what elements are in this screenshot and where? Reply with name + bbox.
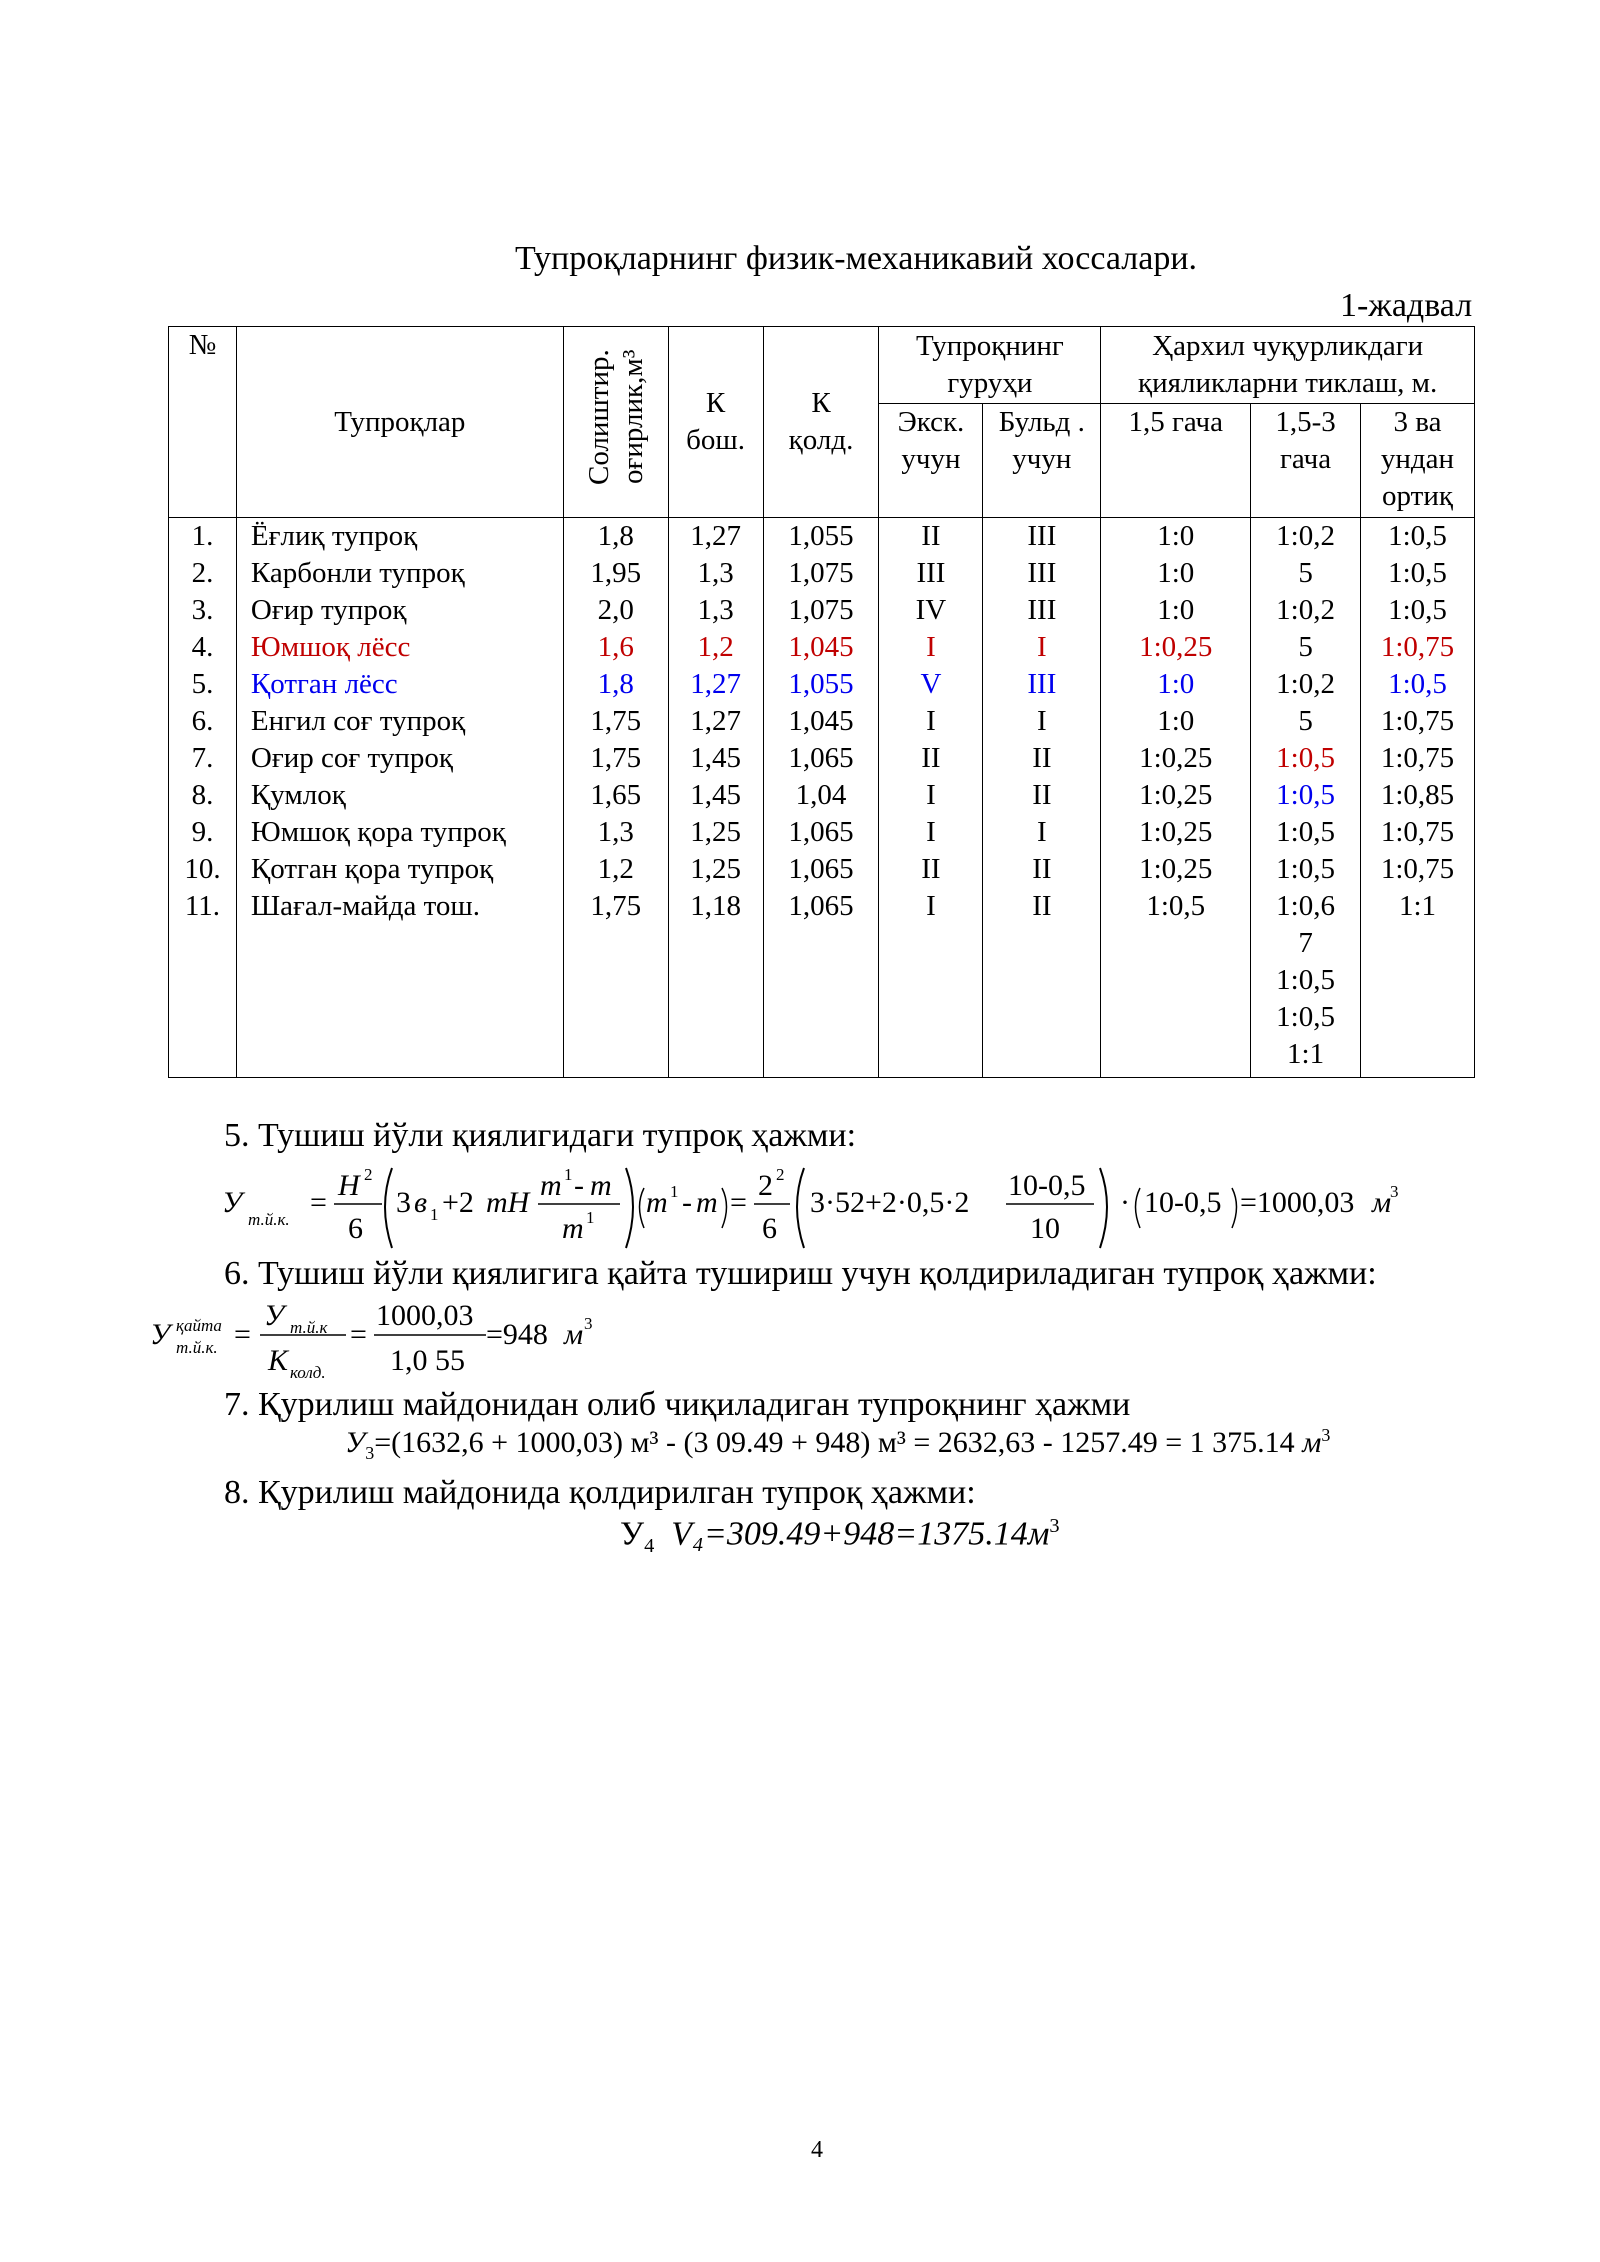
section-8-heading: 8. Қурилиш майдонида қолдирилган тупроқ ҳажми: — [224, 1474, 976, 1511]
table-cell-numbers: 5. — [191, 668, 214, 700]
svg-text:м: м — [564, 1318, 584, 1351]
table-cell-slope_15: 1:0,25 — [1139, 742, 1213, 774]
svg-text:3: 3 — [396, 1186, 411, 1219]
table-cell-slope_153: 5 — [1298, 557, 1313, 589]
formula-8: $У_4$ $V_4=309.49+948=1375.14м^3$ — [620, 1515, 1060, 1558]
header-slope-153: 1,5-3 гача — [1251, 403, 1361, 517]
table-cell-slope_15: 1:0,25 — [1139, 816, 1213, 848]
svg-text:1: 1 — [670, 1182, 679, 1201]
table-cell-names: Қотган қора тупроқ — [250, 853, 494, 885]
formula-6-denominator: 1,0 55 — [390, 1344, 465, 1377]
formula-6-numerator: 1000,03 — [376, 1299, 474, 1332]
table-cell-k_kold: 1,045 — [788, 705, 854, 737]
table-cell-slope_153: 7 — [1298, 927, 1313, 959]
header-slope-15: 1,5 гача — [1101, 403, 1251, 517]
table-cell-slope_153: 1:0,2 — [1276, 520, 1335, 552]
table-cell-group_exc: I — [926, 705, 936, 737]
svg-text:3: 3 — [1390, 1182, 1399, 1201]
svg-text:қайта: қайта — [176, 1316, 222, 1335]
svg-text:-: - — [682, 1186, 692, 1219]
table-cell-density: 1,2 — [597, 853, 634, 885]
svg-text:6: 6 — [348, 1212, 363, 1245]
svg-text:т.й.к.: т.й.к. — [248, 1210, 290, 1229]
table-cell-names: Карбонли тупроқ — [250, 557, 465, 589]
svg-text:У: У — [264, 1299, 285, 1332]
svg-text:m: m — [562, 1212, 584, 1245]
header-group-build: Бульд . учун — [983, 403, 1101, 517]
table-cell-names: Оғир тупроқ — [250, 594, 407, 626]
table-cell-group_build: III — [1027, 668, 1057, 700]
header-slope-3: 3 ва ундан ортиқ — [1361, 403, 1475, 517]
table-cell-slope_3: 1:0,75 — [1380, 816, 1455, 848]
svg-text:H: H — [338, 1169, 360, 1202]
table-cell-k_kold: 1,04 — [795, 779, 847, 811]
col-names — [236, 518, 563, 1078]
header-k-bosh-label: К бош. — [686, 387, 746, 456]
table-cell-numbers: 9. — [191, 816, 214, 848]
table-cell-group_build: II — [1032, 890, 1052, 922]
table-cell-k_bosh: 1,27 — [690, 520, 741, 552]
table-cell-group_exc: II — [921, 742, 941, 774]
table-cell-group_exc: II — [921, 853, 941, 885]
table-cell-slope_3: 1:0,5 — [1388, 557, 1447, 589]
table-cell-group_build: III — [1027, 557, 1057, 589]
table-cell-group_build: III — [1027, 594, 1057, 626]
table-cell-slope_153: 1:0,6 — [1276, 890, 1335, 922]
page-number: 4 — [811, 2137, 823, 2163]
table-cell-names: Юмшоқ қора тупроқ — [250, 816, 506, 848]
formula-6 — [150, 1295, 610, 1393]
col-k-bosh — [668, 518, 763, 1078]
table-cell-group_exc: III — [916, 557, 946, 589]
table-cell-density: 2,0 — [597, 594, 634, 626]
col-group-exc — [879, 518, 983, 1078]
svg-text:1: 1 — [586, 1208, 595, 1227]
section-6-heading: 6. Тушиш йўли қиялигига қайта тушириш учун қолдириладиган тупроқ ҳажми: — [224, 1255, 1377, 1292]
table-cell-slope_153: 1:1 — [1287, 1038, 1325, 1070]
table-cell-k_bosh: 1,45 — [690, 742, 741, 774]
table-cell-group_exc: I — [926, 890, 936, 922]
table-cell-k_bosh: 1,45 — [690, 779, 741, 811]
table-cell-numbers: 7. — [191, 742, 214, 774]
table-cell-density: 1,95 — [590, 557, 642, 589]
header-slopes: Ҳархил чуқурликдаги қияликларни тиклаш, м. — [1101, 327, 1475, 404]
header-k-bosh — [668, 327, 763, 518]
svg-text:1: 1 — [564, 1165, 573, 1184]
table-cell-slope_3: 1:0,75 — [1380, 631, 1455, 663]
svg-text:=: = — [310, 1186, 327, 1219]
table-cell-group_build: I — [1037, 816, 1047, 848]
table-cell-numbers: 8. — [191, 779, 214, 811]
table-cell-k_kold: 1,065 — [788, 816, 854, 848]
svg-text:К: К — [268, 1344, 288, 1377]
svg-text:2: 2 — [364, 1165, 373, 1184]
formula-5-svg — [222, 1160, 1422, 1255]
table-cell-group_exc: IV — [915, 594, 947, 626]
table-cell-group_build: II — [1032, 779, 1052, 811]
table-cell-group_build: II — [1032, 853, 1052, 885]
table-cell-numbers: 4. — [191, 631, 214, 663]
table-cell-numbers: 10. — [184, 853, 221, 885]
table-cell-k_kold: 1,065 — [788, 853, 854, 885]
col-k-kold — [763, 518, 879, 1078]
header-soils: Тупроқлар — [236, 327, 563, 518]
table-cell-k_kold: 1,075 — [788, 594, 854, 626]
table-cell-slope_3: 1:0,75 — [1380, 742, 1455, 774]
svg-text:mH: mH — [486, 1186, 530, 1219]
table-cell-density: 1,65 — [590, 779, 642, 811]
svg-text:m: m — [540, 1169, 562, 1202]
table-cell-k_kold: 1,055 — [788, 520, 854, 552]
table-cell-slope_15: 1:0,25 — [1139, 779, 1213, 811]
table-cell-names: Ёғлиқ тупроқ — [250, 520, 418, 552]
table-cell-numbers: 3. — [191, 594, 214, 626]
svg-text:в: в — [414, 1186, 428, 1219]
col-slope-15 — [1101, 518, 1251, 1078]
svg-text:2: 2 — [776, 1165, 785, 1184]
table-cell-k_bosh: 1,27 — [690, 668, 741, 700]
svg-text:m: m — [590, 1169, 612, 1202]
table-cell-slope_3: 1:0,75 — [1380, 705, 1455, 737]
table-cell-k_bosh: 1,25 — [690, 816, 741, 848]
formula-5-result: =1000,03 — [1240, 1186, 1355, 1219]
svg-text:6: 6 — [762, 1212, 777, 1245]
table-cell-slope_15: 1:0 — [1157, 520, 1195, 552]
header-k-kold-label: К қолд. — [788, 387, 854, 456]
table-cell-names: Оғир соғ тупроқ — [250, 742, 453, 774]
col-group-build — [983, 518, 1101, 1078]
table-cell-density: 1,8 — [597, 520, 634, 552]
table-cell-slope_15: 1:0,25 — [1139, 631, 1213, 663]
table-cell-slope_15: 1:0 — [1157, 557, 1195, 589]
svg-text:-: - — [574, 1169, 584, 1202]
formula-7: $У_3=(1632,6 + 1000,03)$ м³ - (3 09.49 + 948) м³ = 2632,63 - 1257.49 = 1 375.14 $м^3$ — [345, 1425, 1331, 1463]
table-cell-names: Қотган лёсс — [250, 668, 398, 700]
table-cell-density: 1,75 — [590, 705, 642, 737]
table-cell-group_build: I — [1037, 631, 1047, 663]
svg-text:У: У — [222, 1186, 243, 1219]
svg-text:10: 10 — [1030, 1212, 1060, 1245]
table-cell-numbers: 11. — [184, 890, 221, 922]
table-cell-slope_153: 5 — [1298, 631, 1313, 663]
col-slope-153 — [1251, 518, 1361, 1078]
table-cell-k_kold: 1,045 — [788, 631, 854, 663]
table-cell-density: 1,3 — [597, 816, 634, 848]
header-number: № — [169, 327, 237, 518]
table-cell-numbers: 1. — [191, 520, 214, 552]
formula-6-result: =948 — [486, 1318, 548, 1351]
svg-text:=: = — [350, 1318, 367, 1351]
svg-text:3·52+2·0,5·2: 3·52+2·0,5·2 — [810, 1186, 970, 1219]
page-title: Тупроқларнинг физик-механикавий хоссалари. — [514, 240, 1198, 277]
table-cell-slope_153: 1:0,5 — [1276, 816, 1335, 848]
table-cell-slope_3: 1:0,75 — [1380, 853, 1455, 885]
table-cell-group_exc: V — [920, 668, 942, 700]
header-k-kold — [763, 327, 879, 518]
table-cell-group_exc: II — [921, 520, 941, 552]
table-cell-names: Қумлоқ — [250, 779, 346, 811]
table-cell-group_exc: I — [926, 631, 936, 663]
table-cell-slope_3: 1:1 — [1398, 890, 1437, 922]
table-cell-group_build: I — [1037, 705, 1047, 737]
svg-text:колд.: колд. — [290, 1363, 326, 1382]
table-cell-k_bosh: 1,2 — [697, 631, 734, 663]
table-cell-slope_153: 1:0,5 — [1276, 742, 1335, 774]
svg-text:м: м — [1372, 1186, 1392, 1219]
col-slope-3 — [1361, 518, 1475, 1078]
table-cell-slope_3: 1:0,85 — [1380, 779, 1455, 811]
table-cell-names: Юмшоқ лёсс — [250, 631, 411, 663]
table-cell-slope_153: 5 — [1298, 705, 1313, 737]
table-cell-slope_15: 1:0 — [1157, 668, 1195, 700]
table-cell-density: 1,6 — [597, 631, 634, 663]
table-cell-slope_153: 1:0,5 — [1276, 779, 1335, 811]
table-cell-k_bosh: 1,3 — [697, 557, 734, 589]
table-cell-slope_3: 1:0,5 — [1388, 520, 1447, 552]
svg-text:1: 1 — [430, 1205, 439, 1224]
svg-text:=: = — [730, 1186, 747, 1219]
table-cell-numbers: 2. — [191, 557, 214, 589]
svg-text:m: m — [696, 1186, 718, 1219]
svg-text:·: · — [1120, 1186, 1130, 1219]
table-cell-density: 1,75 — [590, 742, 642, 774]
table-cell-k_kold: 1,055 — [788, 668, 854, 700]
svg-text:т.й.к: т.й.к — [290, 1318, 328, 1337]
table-cell-slope_15: 1:0,5 — [1146, 890, 1206, 922]
svg-text:2: 2 — [758, 1169, 773, 1202]
table-cell-density: 1,8 — [597, 668, 634, 700]
svg-text:=: = — [234, 1318, 251, 1351]
table-cell-group_build: II — [1032, 742, 1052, 774]
table-cell-numbers: 6. — [191, 705, 214, 737]
section-7-heading: 7. Қурилиш майдонидан олиб чиқиладиган тупроқнинг ҳажми — [224, 1386, 1131, 1423]
svg-text:10-0,5: 10-0,5 — [1008, 1169, 1086, 1202]
col-numbers — [169, 518, 237, 1078]
table-cell-slope_15: 1:0,25 — [1139, 853, 1213, 885]
header-density — [563, 327, 668, 518]
header-group-exc: Экск. учун — [879, 403, 983, 517]
table-cell-group_build: III — [1027, 520, 1057, 552]
formula-8-expression: V₄=309.49+948=1375.14 — [671, 1515, 1028, 1553]
svg-text:10-0,5: 10-0,5 — [1144, 1186, 1222, 1219]
svg-text:т.й.к.: т.й.к. — [176, 1338, 218, 1357]
table-number: 1-жадвал — [1340, 287, 1473, 324]
table-cell-names: Енгил соғ тупроқ — [250, 705, 466, 737]
table-cell-group_exc: I — [926, 779, 936, 811]
table-cell-group_exc: I — [926, 816, 936, 848]
table-cell-slope_153: 1:0,5 — [1276, 1001, 1335, 1033]
table-cell-slope_15: 1:0 — [1157, 594, 1195, 626]
table-cell-slope_153: 1:0,5 — [1276, 853, 1335, 885]
header-group: Тупроқнинг гуруҳи — [879, 327, 1101, 404]
table-cell-slope_3: 1:0,5 — [1388, 594, 1447, 626]
formula-7-expression: =(1632,6 + 1000,03) м³ - (3 09.49 + 948) м³ = 2632,63 - 1257.49 = 1 375.14 — [374, 1426, 1295, 1459]
table-cell-k_kold: 1,075 — [788, 557, 854, 589]
header-density-label: Солиштир. оғирлик,м³ — [582, 349, 649, 485]
table-cell-k_kold: 1,065 — [788, 890, 854, 922]
formula-5 — [222, 1160, 1422, 1263]
svg-text:m: m — [646, 1186, 668, 1219]
table-cell-k_bosh: 1,25 — [690, 853, 741, 885]
table-cell-slope_15: 1:0 — [1157, 705, 1195, 737]
section-5-heading: 5. Тушиш йўли қиялигидаги тупроқ ҳажми: — [224, 1117, 857, 1154]
svg-text:+2: +2 — [442, 1186, 474, 1219]
table-cell-slope_153: 1:0,2 — [1276, 594, 1335, 626]
table-cell-k_kold: 1,065 — [788, 742, 854, 774]
table-cell-slope_3: 1:0,5 — [1388, 668, 1447, 700]
soil-properties-table — [168, 326, 1475, 1078]
table-cell-slope_153: 1:0,2 — [1276, 668, 1335, 700]
svg-text:У: У — [150, 1318, 171, 1351]
table-cell-names: Шағал-майда тош. — [250, 890, 480, 922]
col-density — [563, 518, 668, 1078]
table-cell-k_bosh: 1,18 — [690, 890, 741, 922]
table-cell-k_bosh: 1,27 — [690, 705, 741, 737]
formula-6-svg — [150, 1295, 610, 1385]
svg-text:3: 3 — [584, 1314, 593, 1333]
table-cell-k_bosh: 1,3 — [697, 594, 734, 626]
table-cell-density: 1,75 — [590, 890, 642, 922]
table-cell-slope_153: 1:0,5 — [1276, 964, 1335, 996]
